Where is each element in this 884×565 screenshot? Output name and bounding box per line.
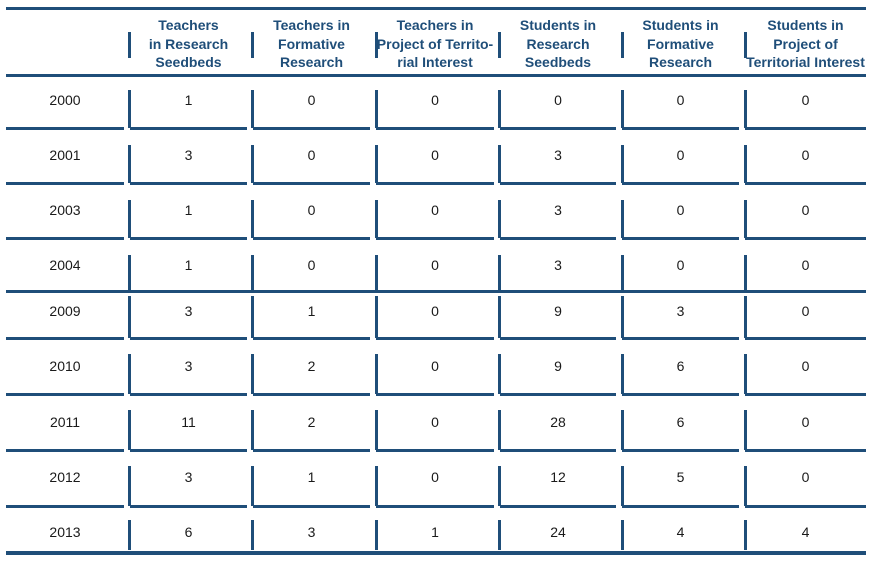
row-rule	[130, 182, 247, 185]
value-cell: 0	[431, 257, 439, 273]
value-cell: 0	[431, 303, 439, 319]
row-rule	[6, 505, 124, 508]
row-rule	[130, 505, 247, 508]
value-cell: 1	[431, 524, 439, 540]
row-rule	[376, 127, 494, 130]
value-cell: 3	[184, 469, 193, 485]
value-cell: 3	[676, 303, 685, 319]
value-cell: 2	[307, 358, 316, 374]
year-cell: 2010	[49, 358, 81, 374]
value-cell: 0	[676, 147, 685, 163]
column-header-line: Research	[648, 54, 713, 71]
row-rule	[130, 393, 247, 396]
value-cell: 6	[676, 414, 685, 430]
row-rule	[745, 237, 866, 240]
column-header	[622, 14, 739, 74]
row-rule	[500, 449, 616, 452]
value-cell: 12	[550, 469, 566, 485]
column-header-line: Project of Territo-	[376, 35, 494, 52]
year-cell: 2004	[49, 257, 81, 273]
value-cell: 0	[307, 257, 316, 273]
column-header-line: Territorial Interest	[746, 54, 865, 71]
group-rule	[6, 290, 866, 293]
row-rule	[253, 182, 370, 185]
column-header-line: Seedbeds	[524, 54, 592, 71]
row-rule	[376, 182, 494, 185]
value-cell: 6	[676, 358, 685, 374]
value-cell: 1	[184, 92, 193, 108]
value-cell: 3	[554, 257, 562, 273]
year-cell: 2003	[49, 202, 81, 218]
value-cell: 0	[801, 92, 810, 108]
value-cell: 1	[184, 257, 193, 273]
row-rule	[745, 449, 866, 452]
row-rule	[253, 237, 370, 240]
row-rule	[6, 337, 124, 340]
row-rule	[500, 337, 616, 340]
row-rule	[500, 182, 616, 185]
value-cell: 0	[431, 147, 439, 163]
year-cell: 2013	[49, 524, 81, 540]
value-cell: 3	[184, 147, 193, 163]
value-cell: 0	[676, 257, 685, 273]
value-cell: 1	[307, 303, 316, 319]
column-header-line: Teachers in	[396, 17, 474, 34]
column-header-line: rial Interest	[397, 54, 473, 71]
row-rule	[500, 505, 616, 508]
value-cell: 0	[676, 202, 685, 218]
row-rule	[622, 127, 739, 130]
value-cell: 0	[307, 92, 316, 108]
column-header-line: Seedbeds	[155, 54, 222, 71]
column-header-line: Students in	[767, 17, 844, 34]
row-rule	[376, 393, 494, 396]
value-cell: 3	[184, 303, 193, 319]
value-cell: 0	[801, 469, 810, 485]
row-rule	[745, 505, 866, 508]
value-cell: 0	[307, 202, 316, 218]
column-header-line: Project of	[773, 35, 838, 52]
header-rule	[6, 74, 866, 77]
column-header-line: Teachers in	[273, 17, 350, 34]
column-header	[500, 14, 616, 74]
row-rule	[745, 182, 866, 185]
year-cell: 2012	[49, 469, 81, 485]
value-cell: 0	[554, 92, 562, 108]
row-rule	[622, 182, 739, 185]
value-cell: 1	[184, 202, 193, 218]
row-rule	[376, 449, 494, 452]
row-rule	[500, 127, 616, 130]
value-cell: 28	[550, 414, 566, 430]
value-cell: 1	[307, 469, 316, 485]
value-cell: 3	[554, 147, 562, 163]
row-rule	[253, 505, 370, 508]
column-header	[253, 14, 370, 74]
value-cell: 5	[676, 469, 685, 485]
value-cell: 0	[801, 202, 810, 218]
column-header-line: Formative	[278, 35, 345, 52]
row-rule	[622, 505, 739, 508]
value-cell: 0	[801, 358, 810, 374]
value-cell: 0	[431, 202, 439, 218]
row-rule	[622, 449, 739, 452]
value-cell: 0	[801, 257, 810, 273]
year-cell: 2000	[49, 92, 81, 108]
value-cell: 3	[184, 358, 193, 374]
value-cell: 4	[801, 524, 810, 540]
value-cell: 9	[554, 303, 562, 319]
value-cell: 0	[307, 147, 316, 163]
column-header-line: Teachers	[158, 17, 219, 34]
column-header-line: Students in	[642, 17, 719, 34]
year-cell: 2011	[49, 414, 81, 430]
row-rule	[130, 337, 247, 340]
value-cell: 11	[181, 414, 196, 430]
bottom-rule	[6, 551, 866, 555]
row-rule	[6, 127, 124, 130]
column-header-line: in Research	[148, 35, 229, 52]
column-header-line: Formative	[647, 35, 714, 52]
row-rule	[622, 237, 739, 240]
column-header-line: Students in	[519, 17, 597, 34]
row-rule	[622, 337, 739, 340]
row-rule	[253, 337, 370, 340]
value-cell: 3	[307, 524, 316, 540]
row-rule	[130, 237, 247, 240]
row-rule	[745, 127, 866, 130]
value-cell: 4	[676, 524, 685, 540]
row-rule	[130, 127, 247, 130]
value-cell: 0	[676, 92, 685, 108]
row-rule	[745, 393, 866, 396]
row-rule	[622, 393, 739, 396]
row-rule	[376, 237, 494, 240]
row-rule	[500, 393, 616, 396]
value-cell: 0	[431, 92, 439, 108]
row-rule	[6, 393, 124, 396]
value-cell: 0	[431, 414, 439, 430]
value-cell: 0	[431, 358, 439, 374]
value-cell: 24	[550, 524, 566, 540]
value-cell: 0	[801, 414, 810, 430]
row-rule	[253, 449, 370, 452]
row-rule	[6, 237, 124, 240]
value-cell: 0	[431, 469, 439, 485]
row-rule	[500, 237, 616, 240]
row-rule	[376, 337, 494, 340]
column-header-line: Research	[526, 35, 590, 52]
year-cell: 2001	[49, 147, 81, 163]
row-rule	[253, 127, 370, 130]
value-cell: 0	[801, 147, 810, 163]
value-cell: 3	[554, 202, 562, 218]
value-cell: 2	[307, 414, 316, 430]
column-header	[130, 14, 247, 74]
value-cell: 0	[801, 303, 810, 319]
column-header	[745, 14, 866, 74]
row-rule	[6, 182, 124, 185]
column-header	[376, 14, 494, 74]
column-header	[6, 14, 124, 74]
value-cell: 9	[554, 358, 562, 374]
column-header-line: Research	[279, 54, 344, 71]
row-rule	[253, 393, 370, 396]
row-rule	[376, 505, 494, 508]
year-cell: 2009	[49, 303, 81, 319]
value-cell: 6	[184, 524, 193, 540]
top-rule	[6, 7, 866, 10]
row-rule	[6, 449, 124, 452]
row-rule	[130, 449, 247, 452]
row-rule	[745, 337, 866, 340]
